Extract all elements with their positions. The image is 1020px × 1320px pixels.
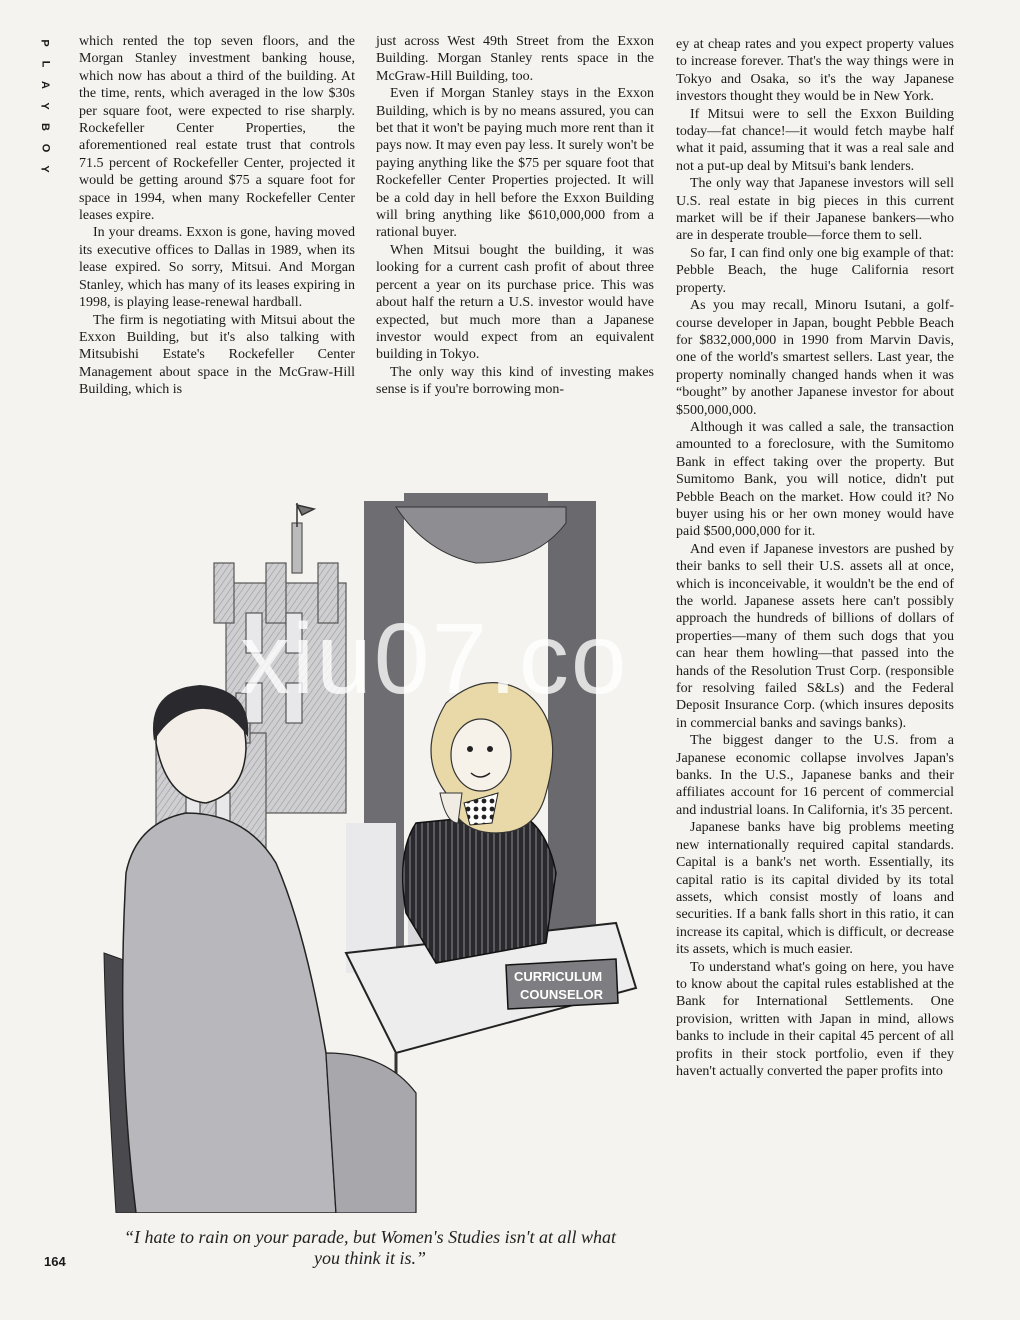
cartoon-illustration: [96, 493, 642, 1213]
masthead-letter: P: [39, 39, 51, 47]
masthead-letter: Y: [39, 165, 51, 173]
paragraph: The biggest danger to the U.S. from a Japanese economic collapse involves Japan's banks. In the U.S., Japanese banks and their affiliates account for 16 percent of commercial and industrial loans. In California, it's 35 percent.: [676, 733, 954, 818]
masthead-letter: O: [39, 143, 51, 153]
paragraph: Japanese banks have big problems meeting new internationally required capital standards. Capital is a bank's net worth. Essentially, its capital ratio is its capital divided by its total assets, which consist mostly of loans and securities. If a bank falls short in this ratio, it can increase its capital, which is difficult, or decrease its assets, which is much easier.: [676, 820, 954, 958]
paragraph: To understand what's going on here, you have to know about the capital rules established at the Bank for International Settlements. One provision, written with Japan in mind, allows banks to include in their capital 45 percent of all profits in their stock portfolio, even if they haven't actually converted the paper profits into: [676, 959, 954, 1079]
window-frame-right: [548, 501, 596, 971]
text-column-1: [79, 33, 355, 399]
paragraph: The only way that Japanese investors will sell U.S. real estate in big pieces in this current market will be if their Japanese bankers—who are in desperate trouble—force them to sell.: [676, 176, 954, 244]
text-column-3: [676, 36, 954, 1080]
curriculum-counselor-sign: [506, 959, 618, 1009]
paragraph: When Mitsui bought the building, it was looking for a current cash profit of about three percent a year on its purchase price. This was about half the return a U.S. investor would have expected, but much more than a Japanese investor would expect from an equivalent building in Tokyo.: [376, 242, 654, 363]
curtain-drape: [396, 507, 566, 563]
paragraph: And even if Japanese investors are pushed by their banks to sell their U.S. assets all at once, which is inconceivable, it wouldn't be the end of the world. Japanese assets here can't possibly approach the hundreds of billions of dollars of properties—many of them such dogs that you can hear them howling—that passed into the hands of the Resolution Trust Corp. (responsible for resolving failed S&Ls) and the Federal Deposit Insurance Corp. (which insures deposits in commercial banks and savings banks).: [676, 541, 954, 731]
watermark: xiu07.co: [240, 603, 629, 715]
paragraph: In your dreams. Exxon is gone, having moved its executive offices to Dallas in 1989, when its lease expired. So sorry, Mitsui. And Morgan Stanley, which has many of its leases expiring in 1998, is playing lease-renewal hardball.: [79, 225, 355, 311]
masthead-letter: B: [38, 123, 51, 131]
paragraph: So far, I can find only one big example of that: Pebble Beach, the huge California resort property.: [676, 245, 954, 296]
sign-line-1: CURRICULUM: [514, 969, 603, 984]
counselor-woman: [403, 683, 556, 963]
paragraph: which rented the top seven floors, and the Morgan Stanley investment banking house, which now has about a third of the building. At the time, rents, which averaged in the low $30s per square foot, were expected to rise sharply. Rockefeller Center Properties, the aforementioned real estate trust that controls 71.5 percent of Rockefeller Center, projected it would be getting around $75 a square foot for space in 1994, when many Rockefeller Center leases expire.: [79, 34, 355, 224]
paragraph: Even if Morgan Stanley stays in the Exxon Building, which is by no means assured, you can bet that it won't be paying much more rent than it pays now. It may even pay less. It surely won't be paying anything like the $75 per square foot that Rockefeller Center Properties projected. It will be a cold day in hell before the Exxon Building will bring anything like $610,000,000 from a rational buyer.: [376, 86, 654, 241]
sign-line-2: COUNSELOR: [520, 987, 604, 1002]
paragraph: If Mitsui were to sell the Exxon Building today—fat chance!—it would fetch maybe half what it paid, assuming that it was a real sale and not a put-up deal by Mitsui's bank lenders.: [676, 106, 954, 174]
masthead-letter: Y: [39, 102, 51, 110]
paragraph: As you may recall, Minoru Isutani, a golf-course developer in Japan, bought Pebble Beach for $832,000,000 in 1990 from Marvin Davis, one of the world's smartest sellers. Last year, the property nominally changed hands when it was “bought” by another Japanese investor for about $500,000,000.: [676, 298, 954, 418]
masthead-vertical: [36, 36, 54, 176]
paragraph: Although it was called a sale, the transaction amounted to a foreclosure, with the Sumitomo Bank in effect taking over the property. But Sumitomo Bank, you will notice, didn't put Pebble Beach on the market. How could it? No buyer using his or her own money would have paid $500,000,000 for it.: [676, 419, 954, 540]
cartoon-caption: “I hate to rain on your parade, but Women's Studies isn't at all what you think it is.”: [123, 1227, 617, 1268]
page-number: 164: [44, 1254, 66, 1269]
masthead-letter: L: [38, 60, 51, 68]
paragraph: The firm is negotiating with Mitsui about the Exxon Building, but it's also talking with Mitsubishi Estate's Rockefeller Center Management about space in the McGraw-Hill Building, which is: [79, 312, 355, 398]
text-column-2: [376, 33, 654, 399]
paragraph: The only way this kind of investing makes sense is if you're borrowing mon-: [376, 364, 654, 398]
paragraph: just across West 49th Street from the Exxon Building. Morgan Stanley rents space in the McGraw-Hill Building, too.: [376, 34, 654, 84]
masthead-letter: A: [38, 81, 51, 89]
paragraph: ey at cheap rates and you expect property values to increase forever. That's the way things were in Tokyo and Osaka, so it's the way Japanese investors thought they would be in New York.: [676, 37, 954, 105]
